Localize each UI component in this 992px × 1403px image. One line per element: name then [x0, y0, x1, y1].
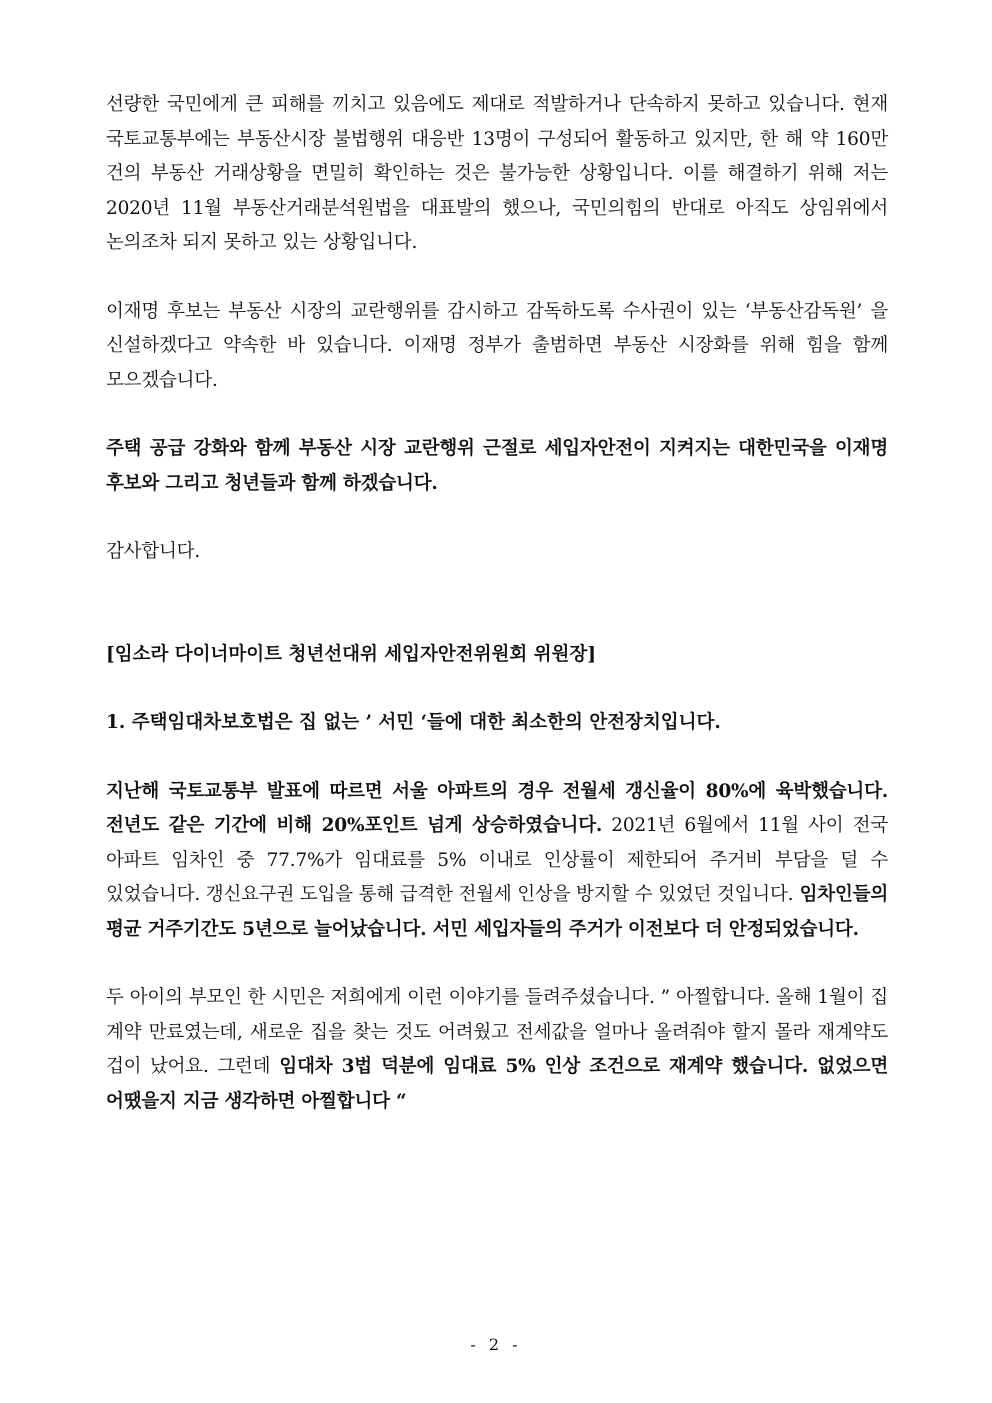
rent-cap-text: 2021년 6월에서 11월 사이 전국 아파트 임차인 중 77.7%가 임대료를 5% 이내로 인상률이 제한되어 주거비 부담을 덜 수 있었습니다. 갱신요구권 도입을 통해 급격한 전월세 인상을 방지할 수 있었던 것입니다.: [106, 815, 888, 905]
paragraph-renewal-statistics: [106, 775, 888, 948]
paragraph-thanks: 감사합니다.: [106, 541, 201, 562]
document-page: [106, 88, 888, 1119]
renewal-rate-text: 지난해 국토교통부 발표에 따르면 서울 아파트의 경우 전월세 갱신율이 80%에 육박했습니다. 전년도 같은 기간에 비해 20%포인트 넘게 상승하였습니다.: [106, 780, 888, 836]
section-title: [임소라 다이너마이트 청년선대위 세입자안전위원회 위원장]: [106, 643, 597, 665]
paragraph-real-estate-supervisory-agency: 이재명 후보는 부동산 시장의 교란행위를 감시하고 감독하도록 수사권이 있는 ‘부동산감독원’ 을 신설하겠다고 약속한 바 있습니다. 이재명 정부가 출범하면 부동산 시장화를 위해 힘을 함께 모으겠습니다.: [106, 300, 888, 391]
paragraph-real-estate-enforcement: 선량한 국민에게 큰 피해를 끼치고 있음에도 제대로 적발하거나 단속하지 못하고 있습니다. 현재 국토교통부에는 부동산시장 불법행위 대응반 13명이 구성되어 활동하고 있지만, 한 해 약 160만 건의 부동산 거래상황을 면밀히 확인하는 것은 불가능한 상황입니다. 이를 해결하기 위해 저는 2020년 11월 부동산거래분석원법을 대표발의 했으나, 국민의힘의 반대로 아직도 상임위에서 논의조차 되지 못하고 있는 상황입니다.: [106, 94, 888, 253]
citizen-quote-text: 두 아이의 부모인 한 시민은 저희에게 이런 이야기를 들려주셨습니다. ” 아찔합니다. 올해 1월이 집 계약 만료였는데, 새로운 집을 찾는 것도 어려웠고 전세값을 얼마나 올려줘야 할지 몰라 재계약도 겁이 났어요. 그런데: [106, 987, 888, 1077]
residence-period-text: 임차인들의 평균 거주기간도 5년으로 늘어났습니다. 서민 세입자들의 주거가 이전보다 더 안정되었습니다.: [106, 884, 888, 940]
subsection-title: 1. 주택임대차보호법은 집 없는 ’ 서민 ‘들에 대한 최소한의 안전장치입니다.: [106, 712, 721, 733]
page-number: - 2 -: [470, 1335, 522, 1354]
citizen-quote-bold-text: 임대차 3법 덕분에 임대료 5% 인상 조건으로 재계약 했습니다. 없었으면 어땠을지 지금 생각하면 아찔합니다 “: [106, 1056, 888, 1112]
paragraph-pledge: 주택 공급 강화와 함께 부동산 시장 교란행위 근절로 세입자안전이 지켜지는 대한민국을 이재명 후보와 그리고 청년들과 함께 하겠습니다.: [106, 438, 888, 494]
paragraph-citizen-story: [106, 981, 888, 1119]
